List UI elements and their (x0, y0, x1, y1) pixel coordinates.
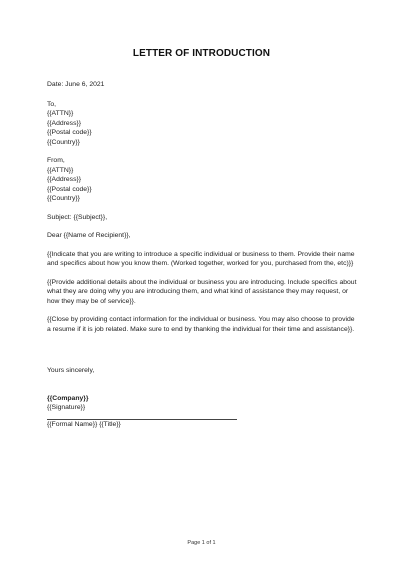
from-country: {{Country}} (47, 195, 80, 202)
document-title: LETTER OF INTRODUCTION (132, 48, 271, 59)
letter-body (47, 80, 357, 429)
company-name: {{Company}} (47, 394, 89, 402)
to-postal-code: {{Postal code}} (47, 129, 92, 136)
from-attn: {{ATTN}} (47, 166, 74, 174)
to-address: {{Address}} (47, 119, 82, 127)
formal-name-title: {{Formal Name}} {{Title}} (47, 420, 121, 428)
paragraph-closing: {{Close by providing contact information for the individual or business. You may also choose to provide a resume if it is job related. Make sure to end by thanking the individual for their time and assistance}}. (47, 316, 355, 333)
to-label: To, (47, 100, 57, 108)
recipient-block (47, 100, 357, 148)
page-number: Page 1 of 1 (187, 540, 216, 546)
salutation: Dear {{Name of Recipient}}, (47, 232, 131, 239)
paragraph-intro: {{Indicate that you are writing to introduce a specific individual or business to them. Provide their name and specifics about how you know them. (Worked together, worked for you, purchased from the, etc)}} (47, 250, 355, 267)
signature-placeholder: {{Signature}} (47, 404, 86, 411)
from-address: {{Address}} (47, 176, 82, 183)
subject-line: Subject: {{Subject}}, (47, 213, 108, 221)
closing-line: Yours sincerely, (47, 367, 95, 374)
date-line: Date: June 6, 2021 (47, 81, 105, 88)
from-postal-code: {{Postal code}} (47, 185, 92, 193)
sender-block (47, 156, 357, 204)
to-country: {{Country}} (47, 138, 80, 146)
paragraph-details: {{Provide additional details about the individual or business you are introducing. Include specifics about what they are doing why you are introducing them, and what kind of assistance they may request, or how they may be of service}}. (47, 278, 357, 305)
from-label: From, (47, 157, 65, 164)
to-attn: {{ATTN}} (47, 110, 74, 117)
